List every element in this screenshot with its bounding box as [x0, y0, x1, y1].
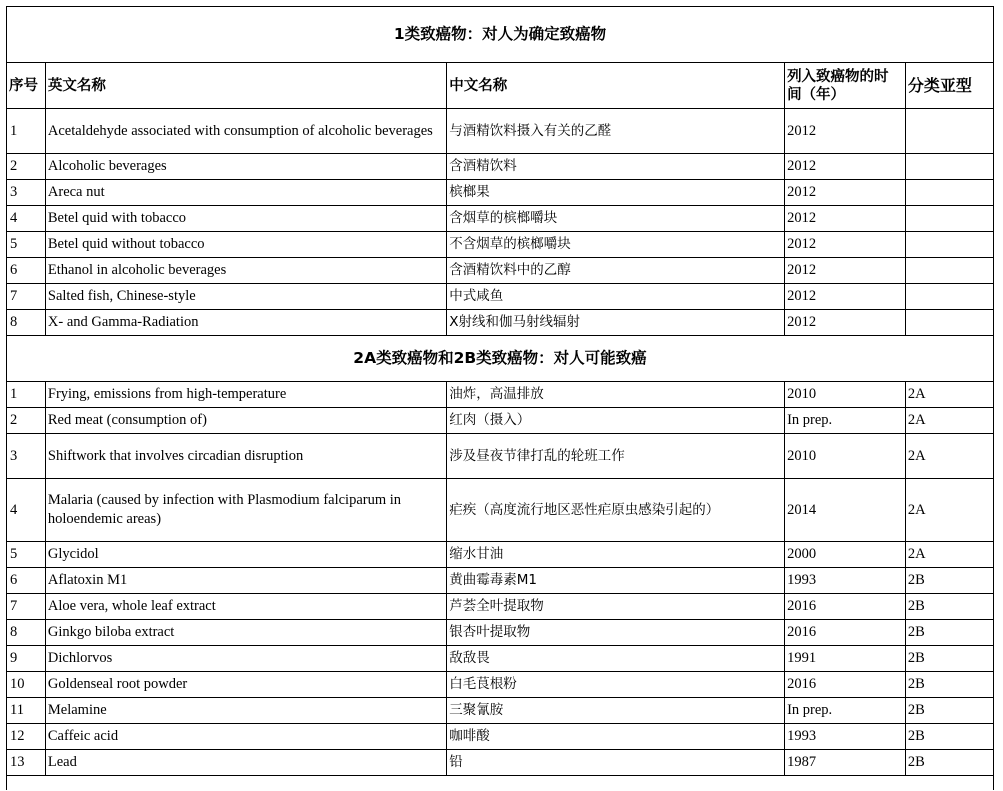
carcinogen-table — [6, 6, 994, 776]
section1-title: 1类致癌物：对人为确定致癌物 — [7, 7, 994, 63]
row-subtype: 2B — [905, 568, 993, 594]
row-english: Betel quid without tobacco — [45, 232, 446, 258]
table-row — [7, 479, 994, 542]
header-english: 英文名称 — [45, 63, 446, 109]
row-chinese: 白毛茛根粉 — [447, 672, 785, 698]
row-subtype: 2B — [905, 750, 993, 776]
header-subtype: 分类亚型 — [905, 63, 993, 109]
row-index: 10 — [7, 672, 46, 698]
row-subtype: 2A — [905, 542, 993, 568]
row-index: 8 — [7, 620, 46, 646]
row-year: In prep. — [785, 698, 906, 724]
row-subtype: 2B — [905, 620, 993, 646]
row-english: Aloe vera, whole leaf extract — [45, 594, 446, 620]
table-row — [7, 620, 994, 646]
row-english: Betel quid with tobacco — [45, 206, 446, 232]
row-year: 2016 — [785, 672, 906, 698]
row-subtype: 2B — [905, 698, 993, 724]
row-year: 1987 — [785, 750, 906, 776]
section2-title: 2A类致癌物和2B类致癌物：对人可能致癌 — [7, 336, 994, 382]
row-chinese: 铅 — [447, 750, 785, 776]
row-chinese: 三聚氰胺 — [447, 698, 785, 724]
row-english: Glycidol — [45, 542, 446, 568]
row-subtype: 2A — [905, 382, 993, 408]
row-index: 6 — [7, 258, 46, 284]
row-subtype: 2A — [905, 479, 993, 542]
table-row — [7, 310, 994, 336]
row-english: Dichlorvos — [45, 646, 446, 672]
row-index: 1 — [7, 382, 46, 408]
row-chinese: 敌敌畏 — [447, 646, 785, 672]
table-row — [7, 434, 994, 479]
table-row — [7, 258, 994, 284]
row-english: Alcoholic beverages — [45, 154, 446, 180]
row-year: 2012 — [785, 109, 906, 154]
row-subtype: 2A — [905, 434, 993, 479]
row-english: Melamine — [45, 698, 446, 724]
row-index: 1 — [7, 109, 46, 154]
row-subtype: 2A — [905, 408, 993, 434]
row-index: 5 — [7, 542, 46, 568]
table-row — [7, 672, 994, 698]
header-index: 序号 — [7, 63, 46, 109]
row-english: Lead — [45, 750, 446, 776]
table-row — [7, 109, 994, 154]
row-index: 7 — [7, 594, 46, 620]
row-index: 11 — [7, 698, 46, 724]
row-year: 1993 — [785, 568, 906, 594]
row-english: Goldenseal root powder — [45, 672, 446, 698]
row-year: 2010 — [785, 434, 906, 479]
row-year: 2012 — [785, 232, 906, 258]
row-english: Acetaldehyde associated with consumption of alcoholic beverages — [45, 109, 446, 154]
row-subtype — [905, 258, 993, 284]
row-chinese: 中式咸鱼 — [447, 284, 785, 310]
row-subtype — [905, 310, 993, 336]
row-subtype — [905, 232, 993, 258]
table-row — [7, 646, 994, 672]
section1-title-row — [7, 7, 994, 63]
row-index: 8 — [7, 310, 46, 336]
row-index: 5 — [7, 232, 46, 258]
table-row — [7, 542, 994, 568]
row-chinese: 含酒精饮料 — [447, 154, 785, 180]
row-year: 2012 — [785, 310, 906, 336]
row-english: Areca nut — [45, 180, 446, 206]
row-subtype: 2B — [905, 646, 993, 672]
row-index: 13 — [7, 750, 46, 776]
row-chinese: 疟疾（高度流行地区恶性疟原虫感染引起的） — [447, 479, 785, 542]
row-year: 2012 — [785, 154, 906, 180]
table-row — [7, 724, 994, 750]
table-row — [7, 284, 994, 310]
row-index: 7 — [7, 284, 46, 310]
row-year: 2012 — [785, 258, 906, 284]
row-english: Malaria (caused by infection with Plasmodium falciparum in holoendemic areas) — [45, 479, 446, 542]
table-row — [7, 594, 994, 620]
row-chinese: 含酒精饮料中的乙醇 — [447, 258, 785, 284]
row-chinese: 银杏叶提取物 — [447, 620, 785, 646]
table-row — [7, 568, 994, 594]
row-index: 9 — [7, 646, 46, 672]
table-row — [7, 206, 994, 232]
row-english: Ginkgo biloba extract — [45, 620, 446, 646]
row-index: 2 — [7, 154, 46, 180]
header-chinese: 中文名称 — [447, 63, 785, 109]
row-english: Aflatoxin M1 — [45, 568, 446, 594]
table-row — [7, 382, 994, 408]
table-row — [7, 698, 994, 724]
row-index: 4 — [7, 479, 46, 542]
row-chinese: X射线和伽马射线辐射 — [447, 310, 785, 336]
row-chinese: 红肉（摄入） — [447, 408, 785, 434]
row-year: 2012 — [785, 180, 906, 206]
row-chinese: 不含烟草的槟榔嚼块 — [447, 232, 785, 258]
table-row — [7, 154, 994, 180]
row-index: 2 — [7, 408, 46, 434]
row-subtype: 2B — [905, 724, 993, 750]
row-subtype — [905, 180, 993, 206]
row-chinese: 槟榔果 — [447, 180, 785, 206]
row-english: Salted fish, Chinese-style — [45, 284, 446, 310]
row-subtype — [905, 109, 993, 154]
row-chinese: 咖啡酸 — [447, 724, 785, 750]
row-chinese: 含烟草的槟榔嚼块 — [447, 206, 785, 232]
row-year: 1993 — [785, 724, 906, 750]
row-subtype — [905, 284, 993, 310]
row-year: 1991 — [785, 646, 906, 672]
row-subtype: 2B — [905, 672, 993, 698]
row-year: 2010 — [785, 382, 906, 408]
row-year: 2016 — [785, 620, 906, 646]
row-english: Ethanol in alcoholic beverages — [45, 258, 446, 284]
row-year: 2000 — [785, 542, 906, 568]
row-chinese: 油炸，高温排放 — [447, 382, 785, 408]
table-row — [7, 232, 994, 258]
row-year: 2012 — [785, 206, 906, 232]
row-subtype — [905, 154, 993, 180]
table-row — [7, 180, 994, 206]
row-year: 2012 — [785, 284, 906, 310]
row-index: 3 — [7, 180, 46, 206]
row-subtype: 2B — [905, 594, 993, 620]
row-english: Shiftwork that involves circadian disruption — [45, 434, 446, 479]
row-chinese: 与酒精饮料摄入有关的乙醛 — [447, 109, 785, 154]
row-year: 2016 — [785, 594, 906, 620]
row-english: Red meat (consumption of) — [45, 408, 446, 434]
row-index: 6 — [7, 568, 46, 594]
header-row — [7, 63, 994, 109]
section2-title-row — [7, 336, 994, 382]
row-chinese: 芦荟全叶提取物 — [447, 594, 785, 620]
row-year: In prep. — [785, 408, 906, 434]
row-year: 2014 — [785, 479, 906, 542]
header-year: 列入致癌物的时间（年） — [785, 63, 906, 109]
row-index: 4 — [7, 206, 46, 232]
row-english: Caffeic acid — [45, 724, 446, 750]
row-chinese: 缩水甘油 — [447, 542, 785, 568]
row-index: 3 — [7, 434, 46, 479]
row-subtype — [905, 206, 993, 232]
table-row — [7, 408, 994, 434]
row-chinese: 黄曲霉毒素M1 — [447, 568, 785, 594]
table-row — [7, 750, 994, 776]
row-english: Frying, emissions from high-temperature — [45, 382, 446, 408]
row-chinese: 涉及昼夜节律打乱的轮班工作 — [447, 434, 785, 479]
row-index: 12 — [7, 724, 46, 750]
row-english: X- and Gamma-Radiation — [45, 310, 446, 336]
